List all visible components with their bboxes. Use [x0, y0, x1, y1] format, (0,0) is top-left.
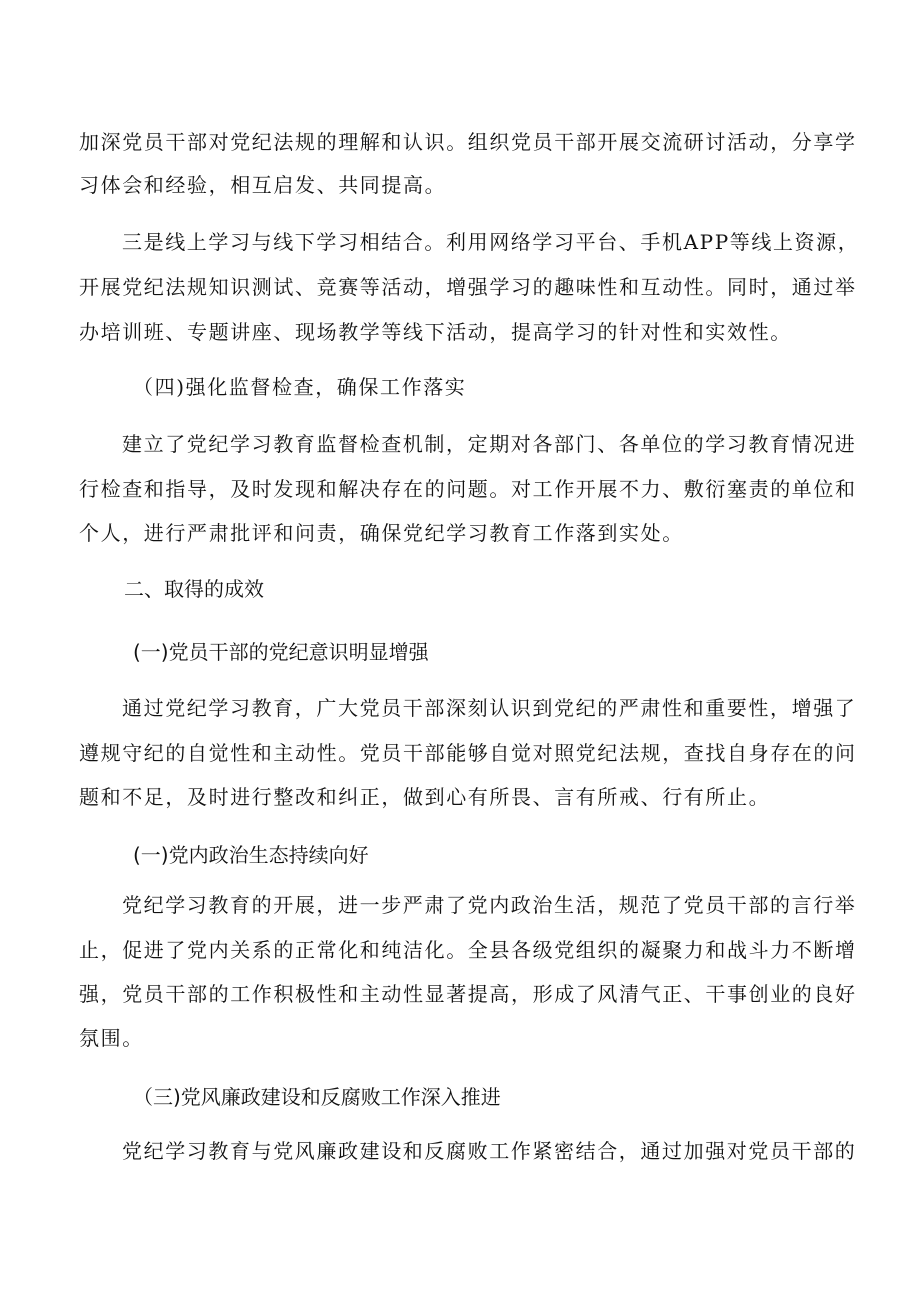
body-text-line: 行检查和指导，及时发现和解决存在的问题。对工作开展不力、敷衍塞责的单位和 — [79, 477, 857, 501]
subsection-heading: (一)党内政治生态持续向好 — [133, 843, 369, 867]
body-text-line: 党纪学习教育与党风廉政建设和反腐败工作紧密结合，通过加强对党员干部的 — [122, 1139, 857, 1163]
body-text-line: 建立了党纪学习教育监督检查机制，定期对各部门、各单位的学习教育情况进 — [122, 432, 857, 456]
section-heading: （四)强化监督检查，确保工作落实 — [133, 375, 467, 399]
body-text-line: 加深党员干部对党纪法规的理解和认识。组织党员干部开展交流研讨活动，分享学 — [79, 130, 857, 154]
body-text-line: 止，促进了党内关系的正常化和纯洁化。全县各级党组织的凝聚力和战斗力不断增 — [79, 938, 857, 962]
body-text-line: 强，党员干部的工作积极性和主动性显著提高，形成了风清气正、干事创业的良好 — [79, 982, 857, 1006]
body-text-line: 开展党纪法规知识测试、竞赛等活动，增强学习的趣味性和互动性。同时，通过举 — [79, 275, 857, 299]
body-text-line: 习体会和经验，相互启发、共同提高。 — [79, 173, 447, 197]
body-text-line: 三是线上学习与线下学习相结合。利用网络学习平台、手机APP等线上资源， — [122, 230, 860, 254]
subsection-heading: （三)党风廉政建设和反腐败工作深入推进 — [133, 1085, 501, 1109]
body-text-line: 题和不足，及时进行整改和纠正，做到心有所畏、言有所戒、行有所止。 — [79, 785, 771, 809]
subsection-heading: (一)党员干部的党纪意识明显增强 — [133, 640, 429, 664]
section-heading: 二、取得的成效 — [124, 577, 264, 601]
body-text-line: 遵规守纪的自觉性和主动性。党员干部能够自觉对照党纪法规，查找自身存在的问 — [79, 741, 857, 765]
body-text-line: 个人，进行严肃批评和问责，确保党纪学习教育工作落到实处。 — [79, 521, 684, 545]
body-text-line: 氛围。 — [79, 1026, 144, 1050]
body-text-line: 通过党纪学习教育，广大党员干部深刻认识到党纪的严肃性和重要性，增强了 — [122, 696, 857, 720]
body-text-line: 办培训班、专题讲座、现场教学等线下活动，提高学习的针对性和实效性。 — [79, 320, 792, 344]
body-text-line: 党纪学习教育的开展，进一步严肃了党内政治生活，规范了党员干部的言行举 — [122, 893, 857, 917]
